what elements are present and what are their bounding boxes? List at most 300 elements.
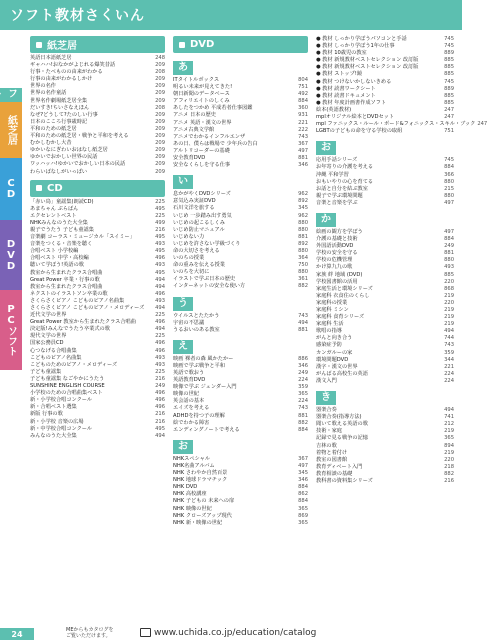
entry-page: 216 <box>155 411 165 418</box>
entry-page: 889 <box>444 50 454 57</box>
index-entry[interactable] <box>173 112 308 119</box>
index-entry[interactable] <box>316 350 454 357</box>
entry-page: 885 <box>444 99 454 106</box>
side-tab-1[interactable]: 紙芝居 <box>0 102 22 158</box>
index-entry[interactable] <box>30 169 165 176</box>
entry-title: イラストで学ぶ日本の歴史 <box>173 276 236 283</box>
entry-title: いじめ 一歩踏み出す勇気 <box>173 212 232 219</box>
entry-title: 感染症予防 <box>316 342 342 349</box>
entry-page: 248 <box>155 55 165 61</box>
entry-title: 新・小学校 音楽の広場 <box>30 418 84 425</box>
entry-title: 映画 裸者の森 風かたかー <box>173 355 234 362</box>
entry-page: 345 <box>298 205 308 212</box>
entry-page: 744 <box>444 335 454 342</box>
entry-page: 493 <box>155 354 165 361</box>
entry-page: 247 <box>444 106 454 113</box>
entry-title: 英語教育DVD <box>173 377 206 384</box>
entry-page: 209 <box>155 154 165 161</box>
index-entry[interactable] <box>30 262 165 269</box>
entry-page: 367 <box>298 140 308 147</box>
entry-page: 209 <box>155 140 165 147</box>
index-entry[interactable] <box>30 161 165 168</box>
index-entry[interactable] <box>316 357 454 364</box>
entry-page: 884 <box>298 484 308 491</box>
index-entry[interactable] <box>30 105 165 112</box>
index-entry[interactable] <box>316 128 454 135</box>
entry-page: 364 <box>298 255 308 262</box>
index-entry[interactable] <box>30 284 165 291</box>
entry-page: 751 <box>444 128 454 135</box>
index-entry[interactable] <box>173 420 308 427</box>
entry-title: 沖縄 平和学習 <box>316 171 349 178</box>
section-icon <box>179 42 185 48</box>
entry-title: SUNSHINE ENGLISH COURSE <box>30 383 105 390</box>
entry-title: NHK 子どもの 未来への扉 <box>173 498 235 505</box>
index-entry[interactable] <box>173 313 308 320</box>
entry-title: 新版 行事の歌 <box>30 411 63 418</box>
entry-page: 868 <box>444 285 454 292</box>
kana-heading: き <box>316 391 336 405</box>
entry-title: インターネットの安全な使い方 <box>173 283 246 290</box>
index-entry[interactable] <box>316 279 454 286</box>
entry-title: NHK さわやか自然百景 <box>173 470 228 477</box>
entry-page: 884 <box>298 98 308 105</box>
entry-page: 209 <box>155 161 165 168</box>
entry-page: 209 <box>155 125 165 132</box>
entry-title: ● 教材 読書ワークシート <box>316 85 376 92</box>
entry-page: 885 <box>444 64 454 71</box>
index-entry[interactable] <box>173 513 308 520</box>
index-entry[interactable] <box>173 356 308 363</box>
index-entry[interactable] <box>30 112 165 119</box>
entry-title: エンディングノートで考える <box>173 426 240 433</box>
entry-title: あの日、僕らは戦場で 少年兵の告白 <box>173 140 258 147</box>
entry-title: こどものピアノ名曲集 <box>30 354 82 361</box>
entry-title: 教室から生まれたクラス合唱曲 <box>30 283 103 290</box>
entry-page: 892 <box>298 240 308 247</box>
entry-page: 743 <box>298 133 308 140</box>
entry-page: 216 <box>155 418 165 425</box>
index-entry[interactable] <box>30 227 165 234</box>
entry-title: ● 教材 ストップ!鏡 <box>316 71 363 78</box>
entry-title: 息かがやくDVDシリーズ <box>173 191 231 198</box>
index-entry[interactable] <box>173 141 308 148</box>
entry-title: 合唱ベスト 中学・高校編 <box>30 255 89 262</box>
index-entry[interactable] <box>173 413 308 420</box>
entry-title: 漢文入門 <box>316 377 337 384</box>
index-entry[interactable] <box>316 186 454 193</box>
kana-heading: か <box>316 213 336 227</box>
entry-page: 962 <box>298 212 308 219</box>
index-entry[interactable] <box>173 520 308 527</box>
index-entry[interactable] <box>173 148 308 155</box>
index-entry[interactable] <box>173 213 308 220</box>
side-tab-2[interactable]: CD <box>0 158 22 220</box>
index-entry[interactable] <box>316 107 454 114</box>
entry-title: 絵画の観方を学ぼう <box>316 228 363 235</box>
page-footer <box>0 624 462 644</box>
entry-page: 885 <box>444 57 454 64</box>
entry-page: 360 <box>298 105 308 112</box>
index-entry[interactable] <box>316 464 454 471</box>
entry-title: 近代文学の世界 <box>30 312 67 319</box>
page-header <box>0 0 462 30</box>
index-entry[interactable] <box>173 498 308 505</box>
entry-title: いじめを許さない学級づくり <box>173 240 241 247</box>
entry-title: あまちゃん ぷらばん <box>30 205 79 212</box>
entry-title: 家庭科 食育シリーズ <box>316 314 365 321</box>
entry-title: エクセレントベスト <box>30 212 77 219</box>
entry-title: NHK 映像の世紀 <box>173 505 212 512</box>
entry-page: 745 <box>444 78 454 85</box>
index-entry[interactable] <box>173 363 308 370</box>
index-entry[interactable] <box>30 298 165 305</box>
entry-title: ITタイトルボックス <box>173 77 220 83</box>
index-entry[interactable] <box>30 270 165 277</box>
entry-title: むかしむかし大昔 <box>30 140 72 147</box>
index-entry[interactable] <box>316 293 454 300</box>
entry-page: 962 <box>298 191 308 198</box>
entry-page: 880 <box>444 257 454 264</box>
index-entry[interactable] <box>173 320 308 327</box>
entry-page: 493 <box>444 264 454 271</box>
entry-title: 国家公務員CD <box>30 340 64 347</box>
entry-page: 494 <box>298 319 308 326</box>
entry-title: ● 教材 しっかり学ぼう1年の仕事 <box>316 43 395 50</box>
entry-title: みんなのうた大全集 <box>30 432 77 439</box>
entry-title: ADHDを持つ子の理解 <box>173 412 225 419</box>
entry-page: 221 <box>298 119 308 126</box>
entry-title: ウイルスとたたかう <box>173 312 220 319</box>
index-entry[interactable] <box>30 90 165 97</box>
index-entry[interactable] <box>30 340 165 347</box>
index-entry[interactable] <box>316 179 454 186</box>
entry-title: さくらさくピアノ こどものピアノ名曲集 <box>30 297 125 304</box>
entry-page: 219 <box>444 449 454 456</box>
entry-page: 346 <box>298 362 308 369</box>
entry-page: 215 <box>444 185 454 192</box>
entry-title: 器楽合奏 <box>316 407 337 414</box>
entry-page: 216 <box>155 226 165 233</box>
index-entry[interactable] <box>30 126 165 133</box>
entry-title: 子ども童謡集 <box>30 368 62 375</box>
entry-title: 朝日新聞のデータベース <box>173 91 230 98</box>
index-entry[interactable] <box>30 213 165 220</box>
entry-title: 映像の世紀 <box>173 391 199 398</box>
index-entry[interactable] <box>316 79 454 86</box>
kana-heading: え <box>173 340 193 354</box>
entry-page: 344 <box>444 356 454 363</box>
index-entry[interactable] <box>316 93 454 100</box>
entry-title: アニメ古典文学館 <box>173 126 215 133</box>
index-entry[interactable] <box>316 435 454 442</box>
index-entry[interactable] <box>316 286 454 293</box>
entry-title: 家庭科 生活 <box>316 321 344 328</box>
entry-page: 885 <box>444 71 454 78</box>
entry-page: 889 <box>444 85 454 92</box>
index-entry[interactable] <box>316 264 454 271</box>
kana-heading: う <box>173 297 193 311</box>
entry-page: 880 <box>298 226 308 233</box>
entry-title: いのちを大切に <box>173 269 210 276</box>
kana-heading: お <box>316 141 336 155</box>
index-entry[interactable] <box>173 405 308 412</box>
entry-page: 882 <box>298 283 308 290</box>
entry-page: 212 <box>444 421 454 428</box>
entry-page: 892 <box>298 198 308 205</box>
index-entry[interactable] <box>30 220 165 227</box>
entry-page: 869 <box>298 512 308 519</box>
catalog-url: www.uchida.co.jp/education/catalog <box>154 628 317 638</box>
entry-page: 881 <box>444 250 454 257</box>
index-entry[interactable] <box>30 348 165 355</box>
index-entry[interactable] <box>30 277 165 284</box>
entry-page: 497 <box>298 147 308 154</box>
entry-page: 741 <box>444 414 454 421</box>
index-entry[interactable] <box>173 506 308 513</box>
entry-page: 220 <box>444 299 454 306</box>
index-entry[interactable] <box>173 327 308 334</box>
entry-page: 224 <box>298 377 308 384</box>
entry-title: 学校図書館の活用 <box>316 278 358 285</box>
entry-page: 494 <box>155 283 165 290</box>
entry-page: 496 <box>155 319 165 326</box>
index-entry[interactable] <box>30 433 165 440</box>
index-entry[interactable] <box>173 120 308 127</box>
entry-title: 音楽劇 コーラス・ミュージカル「スイミー」 <box>30 234 135 241</box>
index-entry[interactable] <box>30 355 165 362</box>
entry-page: 495 <box>155 248 165 255</box>
entry-page: 495 <box>155 205 165 212</box>
index-entry[interactable] <box>30 411 165 418</box>
entry-page: 209 <box>155 118 165 125</box>
index-entry[interactable] <box>30 98 165 105</box>
index-entry[interactable] <box>30 426 165 433</box>
index-entry[interactable] <box>316 471 454 478</box>
index-entry[interactable] <box>173 283 308 290</box>
entry-title: LGBTの子どもの命を守る学校の取組 <box>316 128 403 135</box>
index-section <box>30 180 165 440</box>
entry-title: 日本のこころ行事歳時記 <box>30 118 88 125</box>
index-entry[interactable] <box>316 364 454 371</box>
entry-title: 映画で学ぶ戦争と平和 <box>173 362 225 369</box>
index-entry[interactable] <box>316 200 454 207</box>
index-entry[interactable] <box>30 206 165 213</box>
entry-title: ● 教材 読書ドキュメント <box>316 92 376 99</box>
footer-note-line: MEからもカタログを <box>66 627 114 633</box>
section-title: DVD <box>190 39 215 50</box>
entry-title: 漢字・漢文の世界 <box>316 363 358 370</box>
entry-page: 884 <box>444 236 454 243</box>
index-entry[interactable] <box>316 86 454 93</box>
index-entry[interactable] <box>30 362 165 369</box>
side-tab-4[interactable]: PCソフト <box>0 290 22 370</box>
entry-title: 心つなげる合唱曲集 <box>30 347 77 354</box>
index-entry[interactable] <box>316 272 454 279</box>
index-entry[interactable] <box>316 300 454 307</box>
entry-page: 745 <box>444 43 454 50</box>
entry-page: 884 <box>298 498 308 505</box>
index-entry[interactable] <box>173 248 308 255</box>
cart-icon <box>140 628 151 637</box>
entry-title: Great Power 卒業・行事の歌 <box>30 276 100 283</box>
entry-title: 合唱ベスト 小学校編 <box>30 248 79 255</box>
entry-page: 224 <box>444 370 454 377</box>
entry-page: 225 <box>155 368 165 375</box>
entry-title: がんと向き合う <box>316 335 353 342</box>
entry-page: 225 <box>155 333 165 340</box>
entry-page: 493 <box>155 241 165 248</box>
index-entry[interactable] <box>30 419 165 426</box>
entry-page: 743 <box>444 342 454 349</box>
entry-page: 750 <box>298 262 308 269</box>
index-entry[interactable] <box>316 100 454 107</box>
entry-title: 安全なくらしを守る仕事 <box>173 162 231 169</box>
index-entry[interactable] <box>316 172 454 179</box>
entry-page: 880 <box>298 219 308 226</box>
index-entry[interactable] <box>316 443 454 450</box>
side-tabs <box>0 88 32 370</box>
entry-page: 209 <box>155 90 165 97</box>
entry-page: 216 <box>155 375 165 382</box>
entry-title: 環境問題DVD <box>316 356 349 363</box>
kana-heading: あ <box>173 61 193 75</box>
entry-title: アニメ 日本の歴史 <box>173 112 216 119</box>
entry-title: NHK クローズアップ現代 <box>173 512 232 519</box>
entry-title: がんばる高校生の英語 <box>316 370 368 377</box>
entry-title: 聴いて学ぼう!英語の歌 <box>30 262 84 269</box>
catalog-link[interactable] <box>140 628 316 638</box>
side-tab-3[interactable]: DVD <box>0 220 22 290</box>
entry-page: 225 <box>155 198 165 205</box>
index-section <box>30 36 165 176</box>
entry-page: 221 <box>444 363 454 370</box>
index-entry[interactable] <box>173 227 308 234</box>
index-entry[interactable] <box>173 220 308 227</box>
index-entry[interactable] <box>316 478 454 485</box>
index-entry[interactable] <box>173 162 308 169</box>
index-entry[interactable] <box>30 199 165 206</box>
entry-title: お話と自分を結ぶ教室 <box>316 185 368 192</box>
entry-page: 219 <box>444 314 454 321</box>
entry-page: 216 <box>444 477 454 484</box>
section-heading <box>173 36 308 53</box>
entry-title: 教室の図書館 <box>316 456 348 463</box>
entry-page: 894 <box>444 442 454 449</box>
index-entry[interactable] <box>173 477 308 484</box>
entry-title: 意気込み実証DVD <box>173 198 216 205</box>
entry-title: エイズを考える <box>173 405 210 412</box>
entry-title: 親子で学ぶ環境問題 <box>316 192 363 199</box>
index-entry[interactable] <box>316 229 454 236</box>
entry-page: 884 <box>444 164 454 171</box>
entry-title: 平和のための紙芝居 <box>30 125 77 132</box>
entry-title: 親子でうたう 子ども童謡集 <box>30 226 94 233</box>
index-entry[interactable] <box>316 450 454 457</box>
entry-page: 496 <box>155 347 165 354</box>
index-entry[interactable] <box>316 164 454 171</box>
entry-page: 361 <box>298 276 308 283</box>
entry-title: 家庭科 ミシン <box>316 307 349 313</box>
entry-page: 494 <box>444 407 454 414</box>
section-title: CD <box>47 182 63 194</box>
entry-title: Great Power 教室から生まれたクラス合唱曲 <box>30 319 136 326</box>
entry-title: いじめ防止マニュアル <box>173 226 225 233</box>
index-entry[interactable] <box>173 134 308 141</box>
index-entry[interactable] <box>30 376 165 383</box>
entry-title: ● 教材 新規教材ベストセレクション 改訂版 <box>316 57 419 64</box>
entry-title: 明るい未来が見えてきた! <box>173 84 233 91</box>
entry-title: 家族 絆 地域 (DVD) <box>316 271 363 278</box>
index-entry[interactable] <box>30 291 165 298</box>
entry-page: 497 <box>298 462 308 469</box>
index-entry[interactable] <box>316 371 454 378</box>
index-entry[interactable] <box>173 427 308 434</box>
index-entry[interactable] <box>173 241 308 248</box>
entry-page: 225 <box>155 212 165 219</box>
entry-page: 346 <box>298 162 308 169</box>
side-tab-0[interactable]: ソフ <box>0 88 22 102</box>
index-entry[interactable] <box>316 457 454 464</box>
entry-title: だいすき!ちいさなえほん <box>30 104 90 111</box>
entry-page: 220 <box>444 278 454 285</box>
index-entry[interactable] <box>30 119 165 126</box>
index-entry[interactable] <box>30 369 165 376</box>
entry-title: 家庭生活と環境シリーズ <box>316 285 373 292</box>
entry-page: 365 <box>298 391 308 398</box>
index-entry[interactable] <box>173 463 308 470</box>
index-entry[interactable] <box>173 205 308 212</box>
entry-title: 平和のための紙芝居・戦争と平和を考える <box>30 133 129 140</box>
entry-page: 224 <box>298 398 308 405</box>
entry-title: 子ども童謡集 なごやかにうたう <box>30 375 105 382</box>
entry-title: 命の重みを伝える授業 <box>173 262 225 269</box>
entry-page: 494 <box>155 326 165 333</box>
entry-page: 495 <box>155 425 165 432</box>
entry-page: 208 <box>155 104 165 111</box>
entry-title: 教科書の資料集シリーズ <box>316 477 373 484</box>
kana-heading: お <box>173 440 193 454</box>
entry-page: 496 <box>155 340 165 347</box>
entry-title: 学校の安全を守る <box>316 250 358 257</box>
entry-page: 497 <box>444 199 454 206</box>
entry-page: 225 <box>155 312 165 319</box>
index-entry[interactable] <box>316 378 454 385</box>
index-column-2 <box>173 36 308 527</box>
index-entry[interactable] <box>316 342 454 349</box>
entry-title: ● 教材 つけないかしないきめる <box>316 78 392 85</box>
entry-page: 220 <box>444 456 454 463</box>
entry-page: 881 <box>298 155 308 162</box>
index-entry[interactable] <box>316 71 454 78</box>
entry-title: 外国語活動DVD <box>316 243 354 250</box>
entry-title: mplオリジナル絵本とDVDセット <box>316 114 395 121</box>
entry-page: 247 <box>477 121 487 128</box>
index-entry[interactable] <box>173 127 308 134</box>
entry-page: 882 <box>298 419 308 426</box>
entry-page: 219 <box>444 307 454 313</box>
entry-page: 493 <box>155 297 165 304</box>
entry-page: 886 <box>298 355 308 362</box>
entry-page: 218 <box>444 463 454 470</box>
entry-page: 493 <box>155 361 165 368</box>
index-entry[interactable] <box>173 234 308 241</box>
entry-page: 249 <box>155 383 165 390</box>
entry-title: 世界の名作童話 <box>30 90 67 97</box>
index-entry[interactable] <box>316 193 454 200</box>
entry-page: 359 <box>444 349 454 356</box>
index-entry[interactable] <box>173 456 308 463</box>
